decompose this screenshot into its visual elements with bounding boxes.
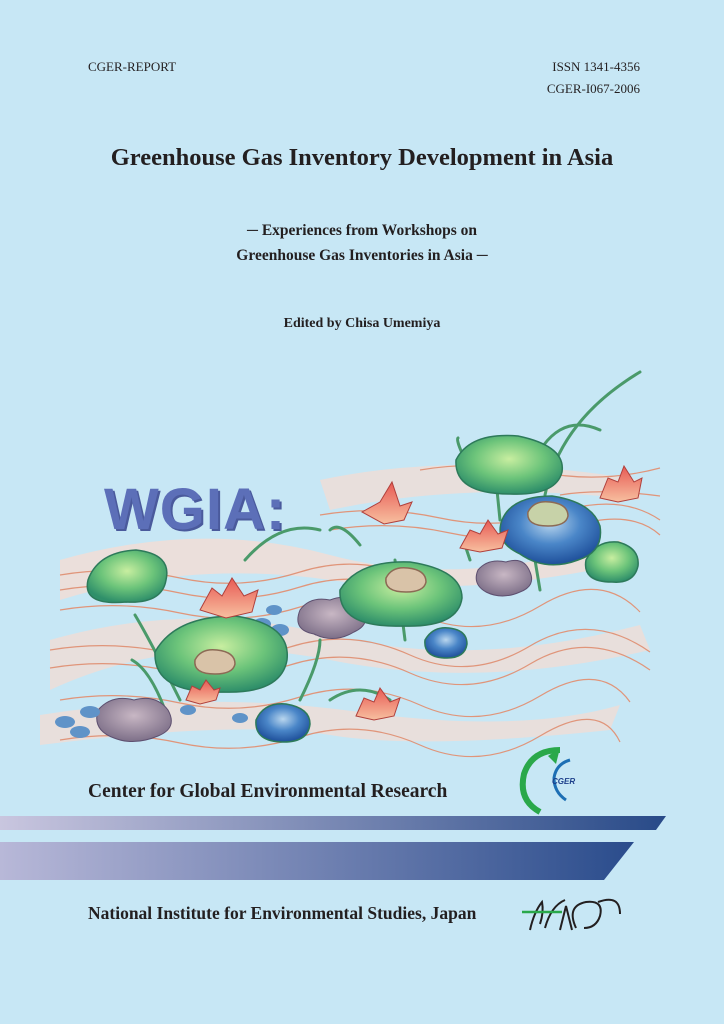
series-label: CGER-REPORT	[88, 59, 177, 74]
subtitle-line-2: Greenhouse Gas Inventories in Asia ─	[236, 247, 488, 264]
cger-logo-text: CGER	[552, 777, 576, 786]
institute-name: National Institute for Environmental Studies, Japan	[88, 903, 477, 923]
page-title: Greenhouse Gas Inventory Development in Asia	[110, 144, 614, 171]
center-name: Center for Global Environmental Research	[88, 781, 448, 802]
editor-credit: Edited by Chisa Umemiya	[283, 316, 441, 331]
report-number: CGER-I067-2006	[546, 81, 640, 96]
subtitle-line-1: ─ Experiences from Workshops on	[246, 222, 477, 239]
decorative-stripe-thick	[0, 842, 634, 880]
decorative-stripe-thin	[0, 816, 666, 830]
wgia-banner: WGIA:	[104, 477, 287, 542]
issn-label: ISSN 1341-4356	[552, 59, 640, 74]
